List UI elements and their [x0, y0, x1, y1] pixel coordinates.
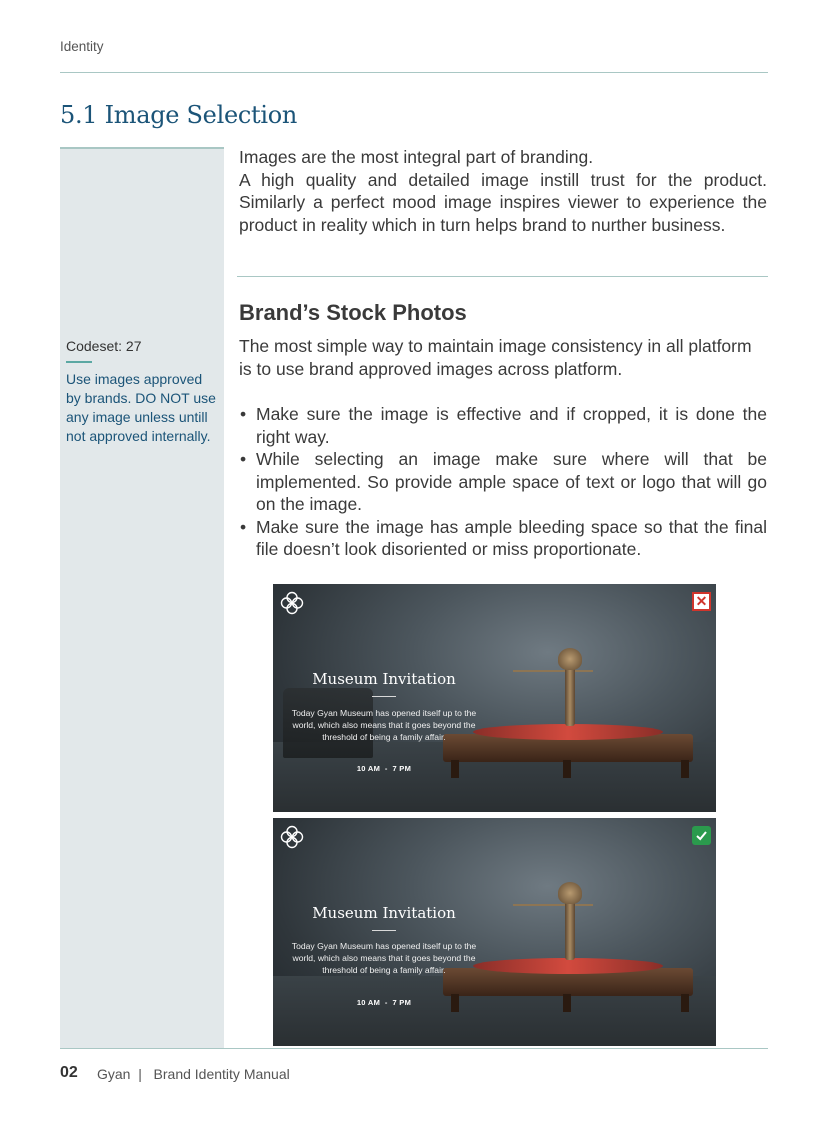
stock-photos-heading: Brand’s Stock Photos — [239, 300, 467, 325]
codeset-label: Codeset: 27 — [66, 338, 142, 354]
invitation-text: Today Gyan Museum has opened itself up to the world, which also means that it goes beyond the threshold of being a family affair. — [291, 708, 477, 742]
correct-checkmark-icon — [692, 826, 711, 845]
example-image-incorrect — [273, 584, 716, 812]
section-divider — [237, 276, 768, 277]
guideline-item: • While selecting an image make sure where will that be implemented. So provide ample space of text or logo that will go on the image. — [239, 448, 767, 516]
sidebar — [60, 147, 224, 1049]
invitation-time: 10 AM - 7 PM — [356, 764, 412, 773]
section-title: 5.1 Image Selection — [60, 101, 298, 129]
invitation-title: Museum Invitation — [312, 904, 456, 922]
checkmark-icon — [695, 829, 708, 842]
footer-text: Gyan | Brand Identity Manual — [97, 1066, 290, 1082]
guideline-item: • Make sure the image has ample bleeding space so that the final file doesn’t look disoriented or miss proportionate. — [239, 516, 767, 561]
codeset-underline — [66, 361, 92, 363]
stock-photos-body: The most simple way to maintain image consistency in all platform is to use brand approved images across platform. — [239, 336, 752, 379]
header-rule — [60, 72, 768, 73]
brand-logo-icon — [280, 591, 304, 615]
invitation-time: 10 AM - 7 PM — [356, 998, 412, 1007]
invitation-rule — [372, 696, 396, 697]
sidebar-note: Use images approved by brands. DO NOT use any image unless untill not approved internally. — [66, 371, 216, 444]
invitation-rule — [372, 930, 396, 931]
page-number: 02 — [60, 1064, 78, 1081]
lamp-shape — [565, 664, 575, 726]
incorrect-x-icon: ✕ — [692, 592, 711, 611]
example-image-correct — [273, 818, 716, 1046]
intro-line: Images are the most integral part of branding. — [239, 147, 594, 167]
intro-text — [239, 146, 767, 236]
lamp-shape — [565, 898, 575, 960]
intro-paragraph: A high quality and detailed image instill trust for the product. Similarly a perfect mood image inspires viewer to experience the product in reality which in turn helps brand to nurther business. — [239, 169, 767, 235]
invitation-text: Today Gyan Museum has opened itself up to the world, which also means that it goes beyond the threshold of being a family affair. — [291, 941, 477, 975]
footer-rule — [60, 1048, 768, 1049]
guideline-item: • Make sure the image is effective and if cropped, it is done the right way. — [239, 403, 767, 448]
header-label: Identity — [60, 39, 104, 54]
brand-logo-icon — [280, 825, 304, 849]
invitation-title: Museum Invitation — [312, 670, 456, 688]
guidelines-list — [239, 403, 767, 561]
